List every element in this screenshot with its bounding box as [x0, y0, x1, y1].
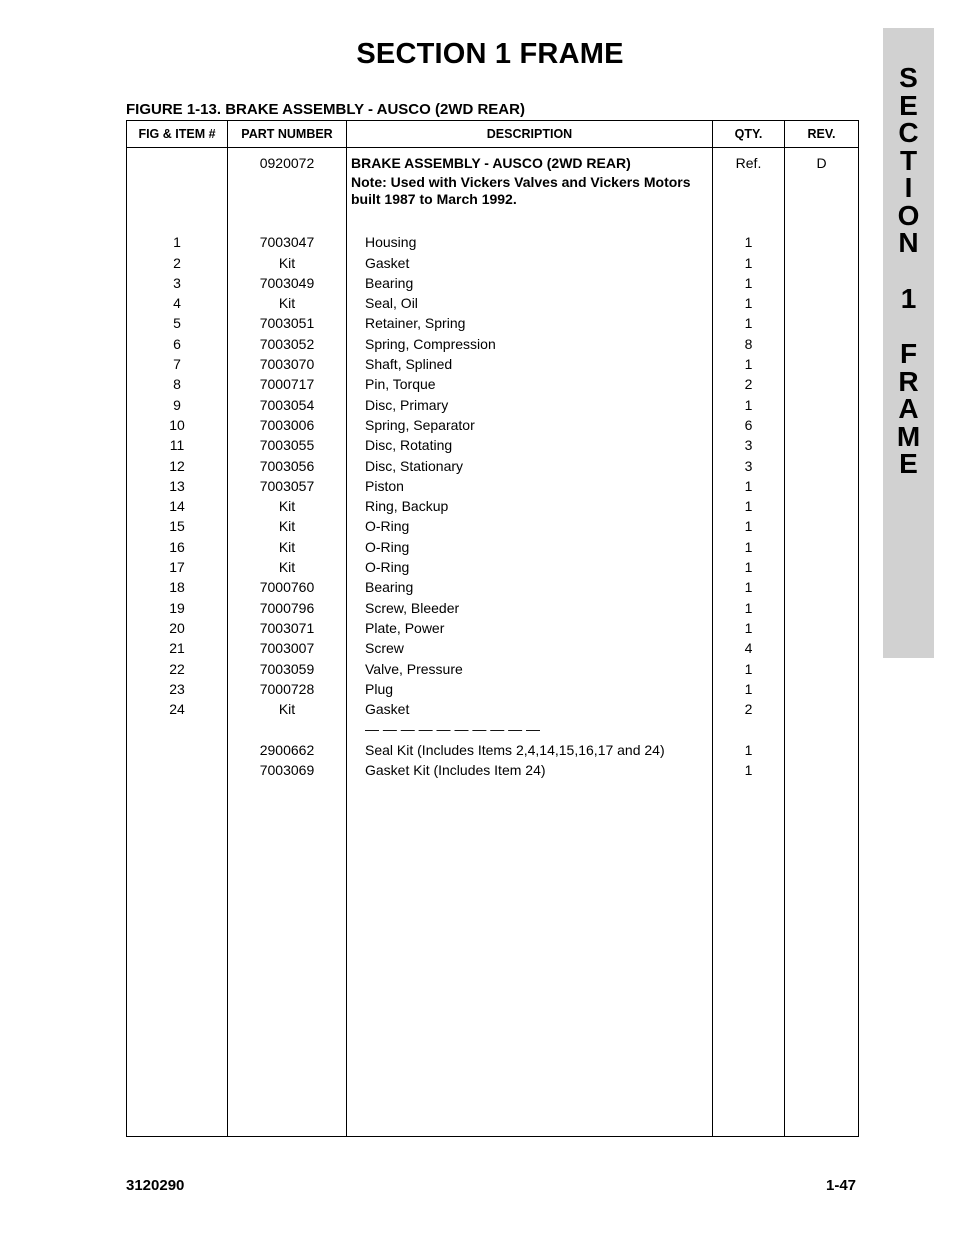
kit-rev: [785, 760, 859, 780]
table-row: [127, 456, 859, 476]
part-qty: 1: [713, 618, 785, 638]
part-rev: [785, 516, 859, 536]
kit-row: [127, 760, 859, 780]
table-row: [127, 435, 859, 455]
part-description: Bearing: [347, 273, 713, 293]
part-number: Kit: [228, 537, 347, 557]
item-number: 14: [127, 496, 228, 516]
item-number: 15: [127, 516, 228, 536]
part-description: Shaft, Splined: [347, 354, 713, 374]
table-row: [127, 253, 859, 273]
page-number: 1-47: [826, 1177, 857, 1194]
part-number: 7000728: [228, 679, 347, 699]
part-qty: 1: [713, 577, 785, 597]
table-row: [127, 537, 859, 557]
table-row: [127, 557, 859, 577]
kit-description: Gasket Kit (Includes Item 24): [347, 760, 713, 780]
filler-cell: [713, 780, 785, 1136]
part-rev: [785, 537, 859, 557]
side-tab-letter: T: [899, 144, 918, 176]
filler-cell: [127, 780, 228, 1136]
side-tab-gap: [883, 312, 934, 340]
table-header-row: [127, 121, 859, 148]
part-description: Gasket: [347, 253, 713, 273]
part-rev: [785, 699, 859, 719]
filler-row: [127, 780, 859, 1136]
part-qty: 1: [713, 516, 785, 536]
separator-rev: [785, 719, 859, 739]
part-description: Gasket: [347, 699, 713, 719]
part-rev: [785, 293, 859, 313]
part-number: 7003052: [228, 334, 347, 354]
part-qty: 6: [713, 415, 785, 435]
part-rev: [785, 679, 859, 699]
side-tab-letter: R: [898, 365, 919, 397]
part-rev: [785, 313, 859, 333]
separator-qty: [713, 719, 785, 739]
part-rev: [785, 334, 859, 354]
part-description: O-Ring: [347, 516, 713, 536]
assembly-part-number: 0920072: [228, 148, 347, 174]
table-row: [127, 496, 859, 516]
table-row: [127, 232, 859, 252]
side-tab-letter: C: [898, 117, 919, 148]
side-tab-letter: E: [899, 448, 918, 479]
item-number: 2: [127, 253, 228, 273]
part-number: 7003054: [228, 395, 347, 415]
part-description: Disc, Rotating: [347, 435, 713, 455]
item-number: 7: [127, 354, 228, 374]
part-description: Disc, Stationary: [347, 456, 713, 476]
part-number: Kit: [228, 557, 347, 577]
part-qty: 1: [713, 313, 785, 333]
part-qty: 1: [713, 395, 785, 415]
header-fig-item: FIG & ITEM #: [127, 121, 228, 148]
part-number: 7003049: [228, 273, 347, 293]
separator-item: [127, 719, 228, 739]
part-rev: [785, 659, 859, 679]
part-rev: [785, 456, 859, 476]
side-tab-letter: A: [898, 393, 919, 424]
kit-part-number: 7003069: [228, 760, 347, 780]
kit-description: Seal Kit (Includes Items 2,4,14,15,16,17 and 24): [347, 740, 713, 760]
part-qty: 1: [713, 253, 785, 273]
part-rev: [785, 232, 859, 252]
part-qty: 3: [713, 456, 785, 476]
part-rev: [785, 354, 859, 374]
part-rev: [785, 598, 859, 618]
item-number: 8: [127, 374, 228, 394]
part-number: 7003051: [228, 313, 347, 333]
assembly-description: BRAKE ASSEMBLY - AUSCO (2WD REAR): [347, 148, 713, 174]
item-number: 23: [127, 679, 228, 699]
part-number: 7000796: [228, 598, 347, 618]
part-qty: 1: [713, 476, 785, 496]
item-number: 19: [127, 598, 228, 618]
part-number: Kit: [228, 699, 347, 719]
table-row: [127, 415, 859, 435]
page-title: SECTION 1 FRAME: [356, 38, 624, 70]
kit-row: [127, 740, 859, 760]
assembly-note: Note: Used with Vickers Valves and Vickers Motors built 1987 to March 1992.: [347, 173, 713, 232]
part-number: 7003007: [228, 638, 347, 658]
item-number: 11: [127, 435, 228, 455]
part-number: 7003059: [228, 659, 347, 679]
part-rev: [785, 395, 859, 415]
part-number: 7000717: [228, 374, 347, 394]
part-number: 7000760: [228, 577, 347, 597]
header-rev: REV.: [785, 121, 859, 148]
part-description: Spring, Compression: [347, 334, 713, 354]
part-number: 7003047: [228, 232, 347, 252]
table-row: [127, 476, 859, 496]
section-side-tab: [883, 28, 934, 658]
part-qty: 1: [713, 659, 785, 679]
part-description: Pin, Torque: [347, 374, 713, 394]
part-number: 7003057: [228, 476, 347, 496]
header-part-number: PART NUMBER: [228, 121, 347, 148]
part-qty: 1: [713, 496, 785, 516]
part-qty: 1: [713, 557, 785, 577]
kit-item: [127, 740, 228, 760]
side-tab-letter: S: [899, 62, 918, 93]
kit-part-number: 2900662: [228, 740, 347, 760]
assembly-qty: Ref.: [713, 148, 785, 174]
header-description: DESCRIPTION: [347, 121, 713, 148]
filler-cell: [347, 780, 713, 1136]
part-qty: 4: [713, 638, 785, 658]
item-number: 16: [127, 537, 228, 557]
part-description: Seal, Oil: [347, 293, 713, 313]
note-row: [127, 173, 859, 232]
side-tab-letter: O: [897, 199, 920, 231]
part-description: Ring, Backup: [347, 496, 713, 516]
part-number: 7003055: [228, 435, 347, 455]
part-number: Kit: [228, 496, 347, 516]
kit-rev: [785, 740, 859, 760]
table-row: [127, 618, 859, 638]
table-row: [127, 577, 859, 597]
item-number: 3: [127, 273, 228, 293]
separator-dashes: — — — — — — — — — —: [347, 719, 713, 739]
table-row: [127, 699, 859, 719]
part-description: Disc, Primary: [347, 395, 713, 415]
item-number: 1: [127, 232, 228, 252]
assembly-rev: D: [785, 148, 859, 174]
parts-table: [126, 120, 859, 1137]
side-tab-letter: F: [899, 338, 918, 369]
part-rev: [785, 476, 859, 496]
parts-table-body: [127, 148, 859, 1137]
item-number: 21: [127, 638, 228, 658]
part-description: Screw: [347, 638, 713, 658]
part-qty: 1: [713, 273, 785, 293]
kit-qty: 1: [713, 760, 785, 780]
part-number: 7003006: [228, 415, 347, 435]
part-rev: [785, 577, 859, 597]
item-number: 6: [127, 334, 228, 354]
item-number: 9: [127, 395, 228, 415]
item-number: 18: [127, 577, 228, 597]
part-description: Valve, Pressure: [347, 659, 713, 679]
table-row: [127, 516, 859, 536]
separator-row: [127, 719, 859, 739]
side-tab-letter: I: [904, 172, 913, 203]
assembly-row: [127, 148, 859, 174]
item-number: 4: [127, 293, 228, 313]
side-tab-letter: 1: [900, 282, 917, 314]
table-row: [127, 313, 859, 333]
part-description: Spring, Separator: [347, 415, 713, 435]
item-number: 12: [127, 456, 228, 476]
assembly-item: [127, 148, 228, 174]
item-number: 22: [127, 659, 228, 679]
item-number: 5: [127, 313, 228, 333]
header-qty: QTY.: [713, 121, 785, 148]
part-number: Kit: [228, 293, 347, 313]
part-description: Piston: [347, 476, 713, 496]
part-rev: [785, 415, 859, 435]
table-row: [127, 334, 859, 354]
part-qty: 1: [713, 232, 785, 252]
part-qty: 1: [713, 598, 785, 618]
separator-part: [228, 719, 347, 739]
item-number: 10: [127, 415, 228, 435]
part-description: Screw, Bleeder: [347, 598, 713, 618]
part-qty: 1: [713, 537, 785, 557]
table-row: [127, 354, 859, 374]
part-description: Plug: [347, 679, 713, 699]
part-rev: [785, 638, 859, 658]
kit-item: [127, 760, 228, 780]
part-description: O-Ring: [347, 557, 713, 577]
part-number: Kit: [228, 253, 347, 273]
part-qty: 3: [713, 435, 785, 455]
part-rev: [785, 618, 859, 638]
part-qty: 8: [713, 334, 785, 354]
part-qty: 2: [713, 374, 785, 394]
side-tab-letter: N: [898, 227, 919, 258]
item-number: 17: [127, 557, 228, 577]
part-number: 7003070: [228, 354, 347, 374]
table-row: [127, 679, 859, 699]
side-tab-gap: [883, 257, 934, 285]
kit-qty: 1: [713, 740, 785, 760]
part-qty: 2: [713, 699, 785, 719]
part-qty: 1: [713, 293, 785, 313]
part-description: Bearing: [347, 577, 713, 597]
part-rev: [785, 374, 859, 394]
table-row: [127, 659, 859, 679]
filler-cell: [785, 780, 859, 1136]
table-row: [127, 273, 859, 293]
part-qty: 1: [713, 354, 785, 374]
figure-title: FIGURE 1-13. BRAKE ASSEMBLY - AUSCO (2WD REAR): [126, 101, 525, 118]
table-row: [127, 598, 859, 618]
part-rev: [785, 273, 859, 293]
part-number: 7003071: [228, 618, 347, 638]
part-rev: [785, 435, 859, 455]
part-rev: [785, 253, 859, 273]
table-row: [127, 638, 859, 658]
part-qty: 1: [713, 679, 785, 699]
part-description: Plate, Power: [347, 618, 713, 638]
table-row: [127, 293, 859, 313]
part-number: 7003056: [228, 456, 347, 476]
item-number: 20: [127, 618, 228, 638]
side-tab-letter: M: [896, 420, 921, 452]
table-row: [127, 395, 859, 415]
side-tab-letter: E: [899, 89, 918, 121]
part-rev: [785, 496, 859, 516]
document-number: 3120290: [126, 1177, 185, 1194]
part-description: Housing: [347, 232, 713, 252]
part-rev: [785, 557, 859, 577]
filler-cell: [228, 780, 347, 1136]
item-number: 13: [127, 476, 228, 496]
part-number: Kit: [228, 516, 347, 536]
part-description: Retainer, Spring: [347, 313, 713, 333]
table-row: [127, 374, 859, 394]
item-number: 24: [127, 699, 228, 719]
part-description: O-Ring: [347, 537, 713, 557]
side-tab-letters: [883, 64, 934, 478]
